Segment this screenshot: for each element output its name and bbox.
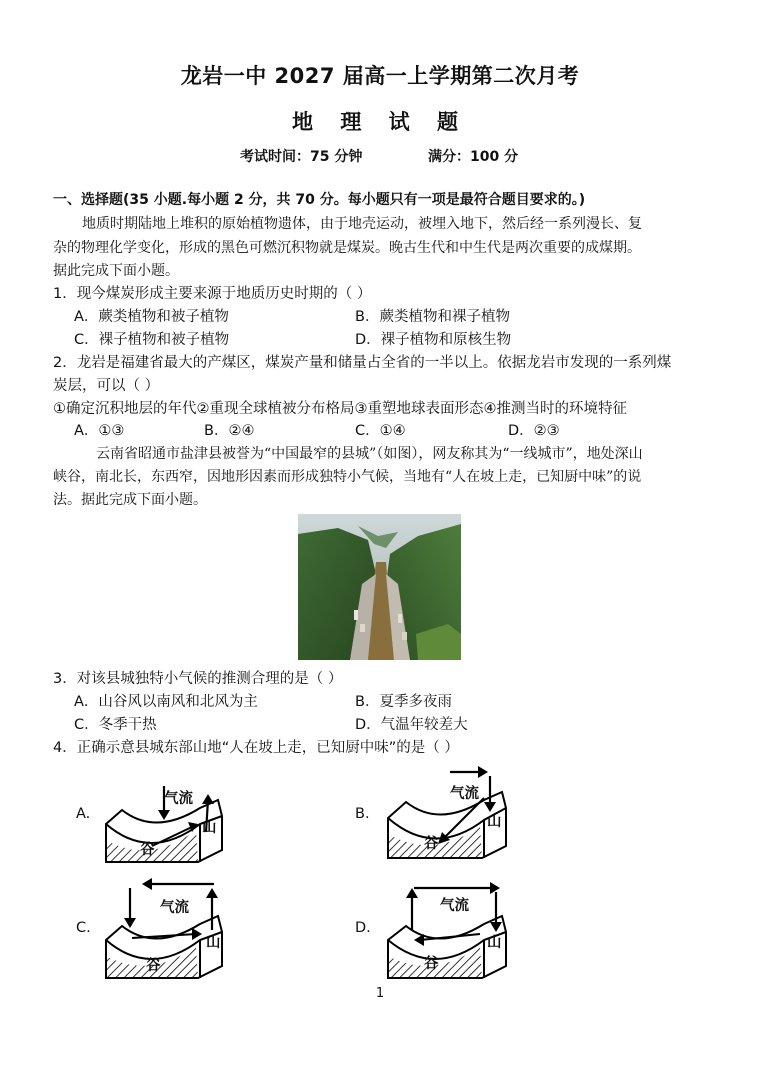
q3-option-b[interactable]: B．夏季多夜雨: [355, 694, 452, 710]
q3-option-a[interactable]: A．山谷风以南风和北风为主: [74, 694, 258, 710]
q4-option-b-label[interactable]: B.: [355, 806, 370, 822]
passage-1-line-2: 杂的物理化学变化，形成的黑色可燃沉积物就是煤炭。晚古生代和中生代是两次重要的成煤期。: [53, 240, 641, 256]
q1-stem: 1．现今煤炭形成主要来源于地质历史时期的（ ）: [53, 286, 372, 302]
q4-b-valley-label: 谷: [424, 836, 439, 852]
exam-title: 龙岩一中 2027 届高一上学期第二次月考: [180, 64, 580, 88]
q1-option-d[interactable]: D．裸子植物和原核生物: [355, 332, 512, 348]
q4-c-mountain-label: 山: [206, 935, 221, 951]
q2-option-b[interactable]: B．②④: [204, 423, 255, 439]
q3-stem: 3．对该县城独特小气候的推测合理的是（ ）: [53, 671, 343, 687]
q4-diagram-c[interactable]: [100, 874, 240, 984]
q3-option-d[interactable]: D．气温年较差大: [355, 717, 468, 733]
q4-b-mountain-label: 山: [487, 814, 502, 830]
q4-option-d-label[interactable]: D.: [355, 920, 371, 936]
q4-c-valley-label: 谷: [146, 958, 161, 974]
q4-b-airflow-label: 气流: [450, 786, 479, 802]
q1-option-a[interactable]: A．蕨类植物和被子植物: [74, 309, 229, 325]
q4-diagram-b[interactable]: [384, 762, 524, 866]
section-heading: 一、选择题(35 小题.每小题 2 分，共 70 分。每小题只有一项是最符合题目要求的。): [53, 192, 586, 208]
q4-d-airflow-label: 气流: [440, 898, 469, 914]
q2-option-a[interactable]: A．①③: [74, 423, 125, 439]
q2-stem-line-2: 炭层，可以（ ）: [53, 378, 160, 394]
q2-option-c[interactable]: C．①④: [355, 423, 406, 439]
q4-a-valley-label: 谷: [140, 842, 155, 858]
page-number: 1: [375, 986, 385, 1001]
passage-2-line-2: 峡谷，南北长，东西窄，因地形因素而形成独特小气候，当地有“人在坡上走，已知厨中味”的说: [53, 469, 642, 485]
q2-option-d[interactable]: D．②③: [508, 423, 560, 439]
passage-1-line-3: 据此完成下面小题。: [53, 263, 179, 279]
q4-c-airflow-label: 气流: [160, 900, 189, 916]
q4-a-mountain-label: 山: [202, 820, 217, 836]
passage-1-line-1: 地质时期陆地上堆积的原始植物遗体，由于地壳运动，被埋入地下，然后经一系列漫长、复: [82, 216, 642, 232]
passage-2-line-3: 法。据此完成下面小题。: [53, 492, 207, 508]
q3-option-c[interactable]: C．冬季干热: [74, 717, 157, 733]
q2-items: ①确定沉积地层的年代②重现全球植被分布格局③重塑地球表面形态④推测当时的环境特征: [53, 401, 627, 417]
q4-a-airflow-label: 气流: [164, 791, 193, 807]
exam-subtitle: 地 理 试 题: [292, 110, 468, 134]
q4-d-valley-label: 谷: [424, 956, 439, 972]
q1-option-c[interactable]: C．裸子植物和被子植物: [74, 332, 230, 348]
q1-option-b[interactable]: B．蕨类植物和裸子植物: [355, 309, 510, 325]
valley-town-photo: [298, 514, 461, 660]
q4-stem: 4．正确示意县城东部山地“人在坡上走，已知厨中味”的是（ ）: [53, 740, 459, 756]
exam-time: 考试时间：75 分钟: [240, 149, 363, 165]
q4-d-mountain-label: 山: [487, 935, 502, 951]
q4-diagram-d[interactable]: [384, 874, 524, 984]
passage-2-line-1: 云南省昭通市盐津县被誉为“中国最窄的县城”（如图），网友称其为“一线城市”，地处深山: [96, 446, 643, 462]
q4-diagram-a[interactable]: [100, 770, 240, 870]
q4-option-a-label[interactable]: A.: [76, 806, 91, 822]
q4-option-c-label[interactable]: C.: [76, 920, 91, 936]
q2-stem-line-1: 2．龙岩是福建省最大的产煤区，煤炭产量和储量占全省的一半以上。依据龙岩市发现的一系列煤: [53, 355, 672, 371]
full-score: 满分：100 分: [428, 149, 519, 165]
